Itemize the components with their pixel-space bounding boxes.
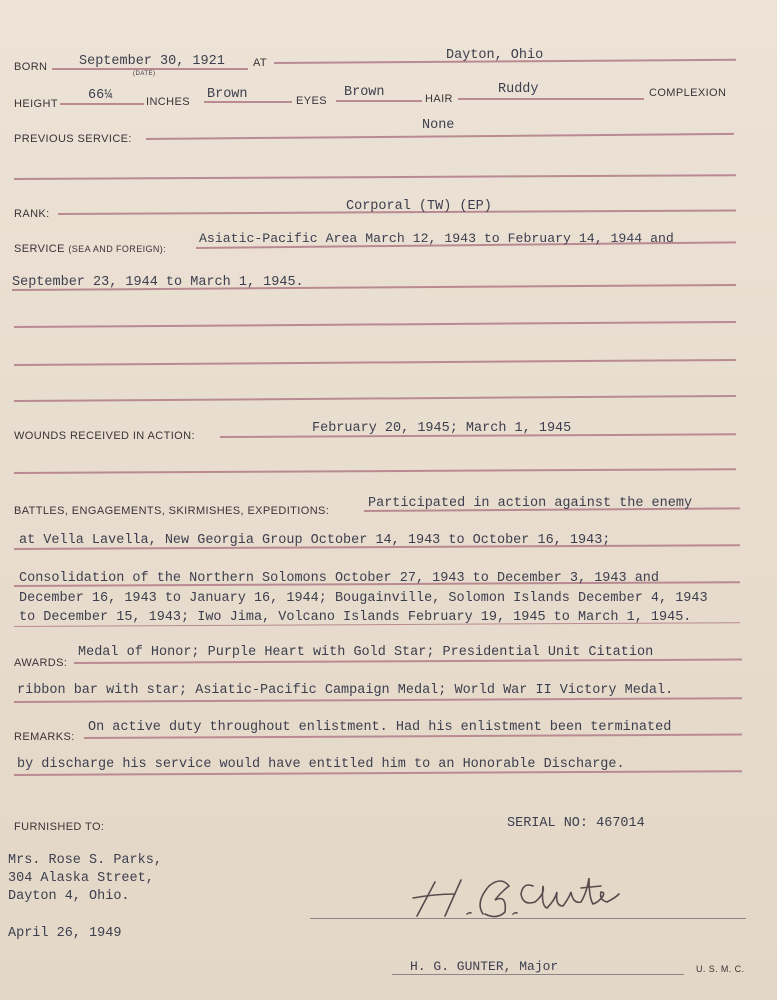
complexion-value: Ruddy	[498, 82, 539, 97]
awards-label: AWARDS:	[14, 657, 68, 669]
service-line-2: September 23, 1944 to March 1, 1945.	[12, 275, 304, 290]
awards-rule-2	[14, 697, 742, 703]
wounds-rule-2	[14, 468, 736, 474]
signer-rule	[392, 974, 684, 975]
previous-service-label: PREVIOUS SERVICE:	[14, 133, 132, 145]
born-at-label: AT	[253, 57, 268, 69]
height-rule	[60, 103, 144, 105]
issue-date: April 26, 1949	[8, 926, 122, 941]
complexion-rule	[458, 98, 644, 100]
previous-service-value: None	[422, 118, 455, 133]
service-rule-5	[14, 395, 736, 402]
service-label	[14, 243, 166, 255]
remarks-line-1: On active duty throughout enlistment. Had his enlistment been terminated	[88, 720, 672, 735]
service-label-note: (SEA AND FOREIGN):	[68, 244, 167, 254]
address-line-1: Mrs. Rose S. Parks,	[8, 853, 162, 868]
born-place-value: Dayton, Ohio	[446, 48, 544, 63]
service-label-text: SERVICE	[14, 243, 65, 255]
previous-service-rule-2	[14, 174, 736, 180]
service-rule-3	[14, 321, 736, 328]
hair-rule	[336, 100, 422, 102]
service-rule-4	[14, 359, 736, 366]
eyes-value: Brown	[207, 87, 248, 102]
height-value: 66¼	[88, 88, 113, 103]
remarks-line-2: by discharge his service would have entitled him to an Honorable Discharge.	[17, 757, 625, 772]
awards-line-1: Medal of Honor; Purple Heart with Gold Star; Presidential Unit Citation	[78, 645, 654, 660]
wounds-value: February 20, 1945; March 1, 1945	[312, 421, 572, 436]
battles-line-5: to December 15, 1943; Iwo Jima, Volcano Islands February 19, 1945 to March 1, 1945.	[19, 610, 692, 625]
address-line-2: 304 Alaska Street,	[8, 871, 154, 886]
service-line-1: Asiatic-Pacific Area March 12, 1943 to February 14, 1944 and	[199, 231, 674, 246]
hair-label: HAIR	[425, 93, 453, 105]
furnished-to-label: FURNISHED TO:	[14, 821, 105, 833]
awards-line-2: ribbon bar with star; Asiatic-Pacific Campaign Medal; World War II Victory Medal.	[17, 683, 674, 698]
hair-value: Brown	[344, 85, 385, 100]
battles-line-1: Participated in action against the enemy	[368, 496, 693, 511]
born-label: BORN	[14, 61, 48, 73]
previous-service-rule	[146, 133, 734, 140]
address-line-3: Dayton 4, Ohio.	[8, 889, 130, 904]
serial-number: SERIAL NO: 467014	[507, 816, 645, 831]
rank-label: RANK:	[14, 208, 50, 220]
signature-rule	[310, 918, 746, 919]
wounds-label: WOUNDS RECEIVED IN ACTION:	[14, 430, 195, 442]
battles-line-2: at Vella Lavella, New Georgia Group October 14, 1943 to October 16, 1943;	[19, 533, 611, 548]
height-label: HEIGHT	[14, 98, 58, 110]
branch-label: U. S. M. C.	[696, 964, 745, 974]
battles-line-4: December 16, 1943 to January 16, 1944; Bougainville, Solomon Islands December 4, 1943	[19, 591, 708, 606]
battles-line-3: Consolidation of the Northern Solomons October 27, 1943 to December 3, 1943 and	[19, 571, 660, 586]
remarks-label: REMARKS:	[14, 731, 75, 743]
signer-name: H. G. GUNTER, Major	[410, 959, 559, 974]
rank-value: Corporal (TW) (EP)	[346, 199, 492, 214]
battles-label: BATTLES, ENGAGEMENTS, SKIRMISHES, EXPEDITIONS:	[14, 505, 330, 517]
signature-image	[405, 872, 635, 924]
complexion-label: COMPLEXION	[649, 87, 727, 99]
born-date-value: September 30, 1921	[79, 54, 225, 69]
born-date-caption: (DATE)	[133, 71, 156, 77]
inches-label: INCHES	[146, 96, 190, 108]
eyes-label: EYES	[296, 95, 327, 107]
